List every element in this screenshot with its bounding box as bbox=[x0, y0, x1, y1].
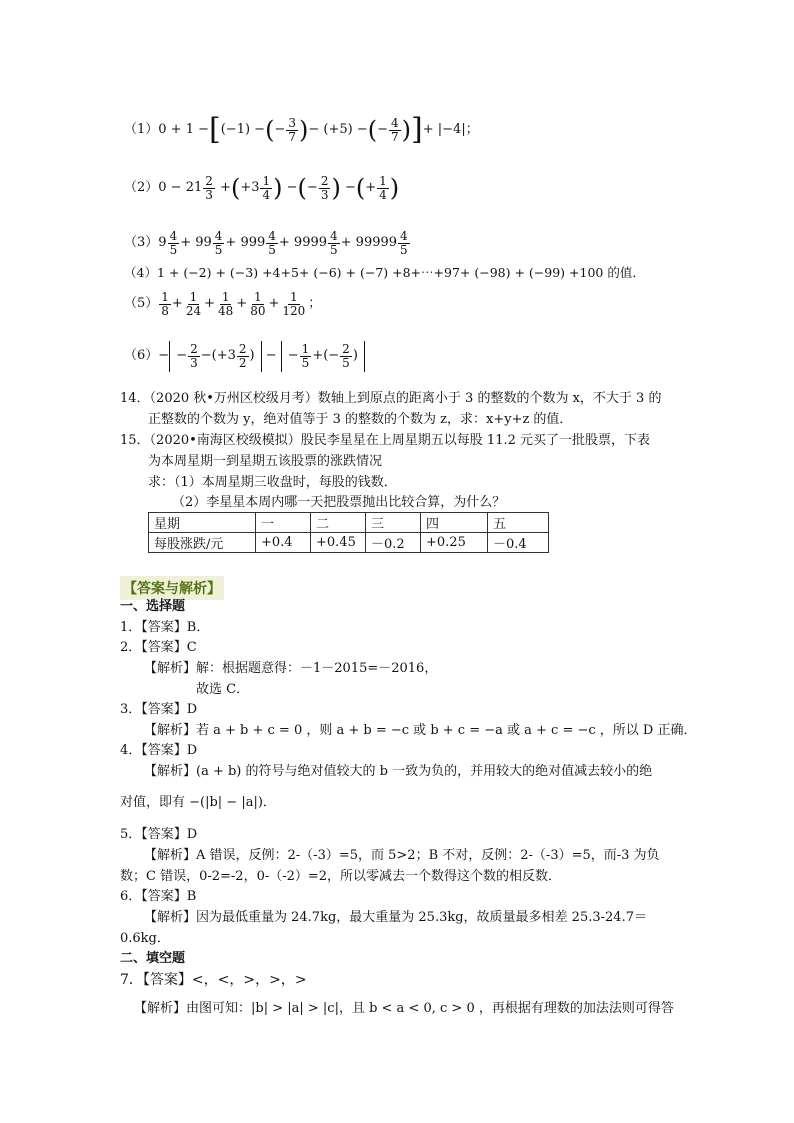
explanation-6-line-1: 【解析】因为最低重量为 24.7kg，最大重量为 25.3kg，故质量最多相差 25.3-24.7＝ bbox=[144, 910, 647, 925]
problem-3: （3） 9 $\frac{4}{5}$ + 99 $\frac{4}{5}$ + 999 $\frac{4}{5}$ + 9999 $\frac{4}{5}$ + 99999 $\frac{4}{5}$ bbox=[124, 228, 408, 257]
problem-1: （1） 0 + 1 − [ (−1) − ( − $\frac{3}{7}$ ) − (+5) − ( − $\frac{4}{7}$ ) ] + |−4|； bbox=[124, 112, 479, 147]
answer-4: 4．【答案】D bbox=[120, 743, 198, 758]
table-cell: 一 bbox=[256, 513, 311, 533]
problem-1-tail: + |−4|； bbox=[422, 122, 479, 137]
problem-1-lead: 0 + 1 − bbox=[158, 122, 210, 137]
explanation-2-line-1: 【解析】解：根据题意得：－1－2015=－2016， bbox=[144, 661, 438, 676]
problem-4: （4）1 + (−2) + (−3) +4+5+ (−6) + (−7) +8+⋯+97+ (−98) + (−99) +100 的值． bbox=[124, 265, 645, 280]
fraction: $\frac{1}{4}$ bbox=[262, 173, 271, 202]
answer-5: 5．【答案】D bbox=[120, 827, 198, 842]
explanation-4-line-1: 【解析】(a + b) 的符号与绝对值较大的 b 一致为负的，并用较大的绝对值减去较小的绝 bbox=[144, 764, 653, 779]
fraction: $\frac{4}{5}$ bbox=[169, 228, 178, 257]
question-14-line-1: 14．（2020 秋•万州区校级月考）数轴上到原点的距离小于 3 的整数的个数为 x，不大于 3 的 bbox=[120, 391, 662, 406]
table-cell: +0.45 bbox=[311, 533, 366, 553]
fraction: $\frac{4}{7}$ bbox=[391, 115, 399, 144]
explanation-6-line-2: 0.6kg． bbox=[120, 931, 170, 946]
fraction: $\frac{2}{3}$ bbox=[320, 173, 329, 202]
table-cell: 二 bbox=[311, 513, 366, 533]
question-15-line-3: 求：（1）本周星期三收盘时，每股的钱数． bbox=[148, 475, 397, 490]
fraction: $\frac{4}{5}$ bbox=[268, 228, 276, 257]
fraction: $\frac{1}{48}$ bbox=[218, 289, 234, 318]
table-cell: 每股涨跌/元 bbox=[149, 533, 256, 553]
fraction: $\frac{1}{120}$ bbox=[282, 289, 306, 318]
problem-2-label: （2） bbox=[124, 180, 159, 195]
problem-6-label: （6） bbox=[124, 348, 159, 363]
table-cell: 五 bbox=[488, 513, 549, 533]
table-cell: +0.4 bbox=[256, 533, 311, 553]
answer-7: 7．【答案】<，<，>，>，> bbox=[120, 972, 307, 988]
table-cell: 星期 bbox=[149, 513, 256, 533]
table-cell: －0.2 bbox=[366, 533, 421, 553]
question-15-line-2: 为本周星期一到星期五该股票的涨跌情况 bbox=[148, 454, 383, 469]
question-14-line-2: 正整数的个数为 y，绝对值等于 3 的整数的个数为 z，求：x+y+z 的值． bbox=[148, 412, 573, 427]
problem-3-label: （3） bbox=[124, 235, 159, 250]
answers-heading: 【答案与解析】 bbox=[120, 576, 224, 600]
table-row bbox=[149, 533, 549, 553]
fraction: $\frac{4}{5}$ bbox=[330, 228, 338, 257]
fraction: $\frac{1}{4}$ bbox=[379, 173, 387, 202]
table-row bbox=[149, 513, 549, 533]
problem-2-lead: 0 − 21 bbox=[158, 180, 203, 195]
problem-6: （6） − − $\frac{2}{3}$ −(+ 3 $\frac{2}{2}$ ) − − $\frac{1}{5}$ +(− $\frac{2}{5}$ ) bbox=[124, 336, 365, 376]
fraction: $\frac{4}{5}$ bbox=[400, 228, 408, 257]
fraction: $\frac{3}{7}$ bbox=[288, 115, 296, 144]
fraction: $\frac{4}{5}$ bbox=[214, 228, 223, 257]
fraction: $\frac{1}{5}$ bbox=[301, 341, 310, 370]
fraction: $\frac{1}{8}$ bbox=[161, 289, 169, 318]
problem-5-label: （5） bbox=[124, 296, 159, 311]
question-15-line-1: 15．（2020•南海区校级模拟）股民李星星在上周星期五以每股 11.2 元买了一批股票，下表 bbox=[120, 433, 651, 448]
problem-1-term-a: (−1) − bbox=[220, 122, 266, 137]
stock-change-table bbox=[148, 512, 549, 553]
fraction: $\frac{1}{80}$ bbox=[250, 289, 266, 318]
question-15-line-4: （2）李星星本周内哪一天把股票抛出比较合算，为什么？ bbox=[172, 495, 506, 510]
fraction: $\frac{2}{5}$ bbox=[342, 341, 350, 370]
fraction: $\frac{2}{3}$ bbox=[205, 173, 213, 202]
explanation-7: 【解析】由图可知：|b| > |a| > |c|，且 b < a < 0, c > 0 ，再根据有理数的加法法则可得答 bbox=[134, 1001, 674, 1016]
answer-3: 3．【答案】D bbox=[120, 702, 198, 717]
absolute-value: − $\frac{2}{3}$ −(+ 3 $\frac{2}{2}$ ) bbox=[169, 341, 261, 372]
section-choice-heading: 一、选择题 bbox=[120, 599, 186, 614]
answer-1: 1．【答案】B． bbox=[120, 620, 210, 635]
section-fill-heading: 二、填空题 bbox=[120, 951, 186, 966]
right-bracket: ] bbox=[411, 112, 423, 147]
answer-6: 6．【答案】B bbox=[120, 889, 197, 904]
table-cell: －0.4 bbox=[488, 533, 549, 553]
problem-2: （2） 0 − 21 $\frac{2}{3}$ + ( +3 $\frac{1}{4}$ ) − ( − $\frac{2}{3}$ ) − ( + $\frac{1}{4}$ ) bbox=[124, 173, 400, 202]
explanation-2-line-2: 故选 C． bbox=[196, 682, 250, 697]
problem-5: （5） $\frac{1}{8}$ + $\frac{1}{24}$ + $\frac{1}{48}$ + $\frac{1}{80}$ + $\frac{1}{120}$ ； bbox=[124, 289, 322, 318]
explanation-3: 【解析】若 a + b + c = 0 ，则 a + b = −c 或 b + c = −a 或 a + c = −c ，所以 D 正确． bbox=[144, 723, 697, 738]
answer-2: 2．【答案】C bbox=[120, 640, 197, 655]
left-bracket: [ bbox=[209, 112, 221, 147]
problem-1-label: （1） bbox=[124, 122, 159, 137]
explanation-5-line-2: 数；C 错误，0-2=-2，0-（-2）=2，所以零减去一个数得这个数的相反数． bbox=[120, 869, 562, 884]
table-cell: +0.25 bbox=[421, 533, 488, 553]
fraction: $\frac{2}{3}$ bbox=[190, 341, 198, 370]
fraction: $\frac{1}{24}$ bbox=[185, 289, 202, 318]
explanation-4-line-2: 对值，即有 −(|b| − |a|)． bbox=[120, 795, 276, 810]
fraction: $\frac{2}{2}$ bbox=[238, 341, 247, 370]
problem-1-term-c: − (+5) − bbox=[308, 122, 368, 137]
table-cell: 四 bbox=[421, 513, 488, 533]
table-cell: 三 bbox=[366, 513, 421, 533]
explanation-5-line-1: 【解析】A 错误，反例：2-（-3）=5，而 5>2；B 不对，反例：2-（-3）=5，而-3 为负 bbox=[144, 848, 660, 863]
absolute-value: − $\frac{1}{5}$ +(− $\frac{2}{5}$ ) bbox=[281, 341, 365, 372]
